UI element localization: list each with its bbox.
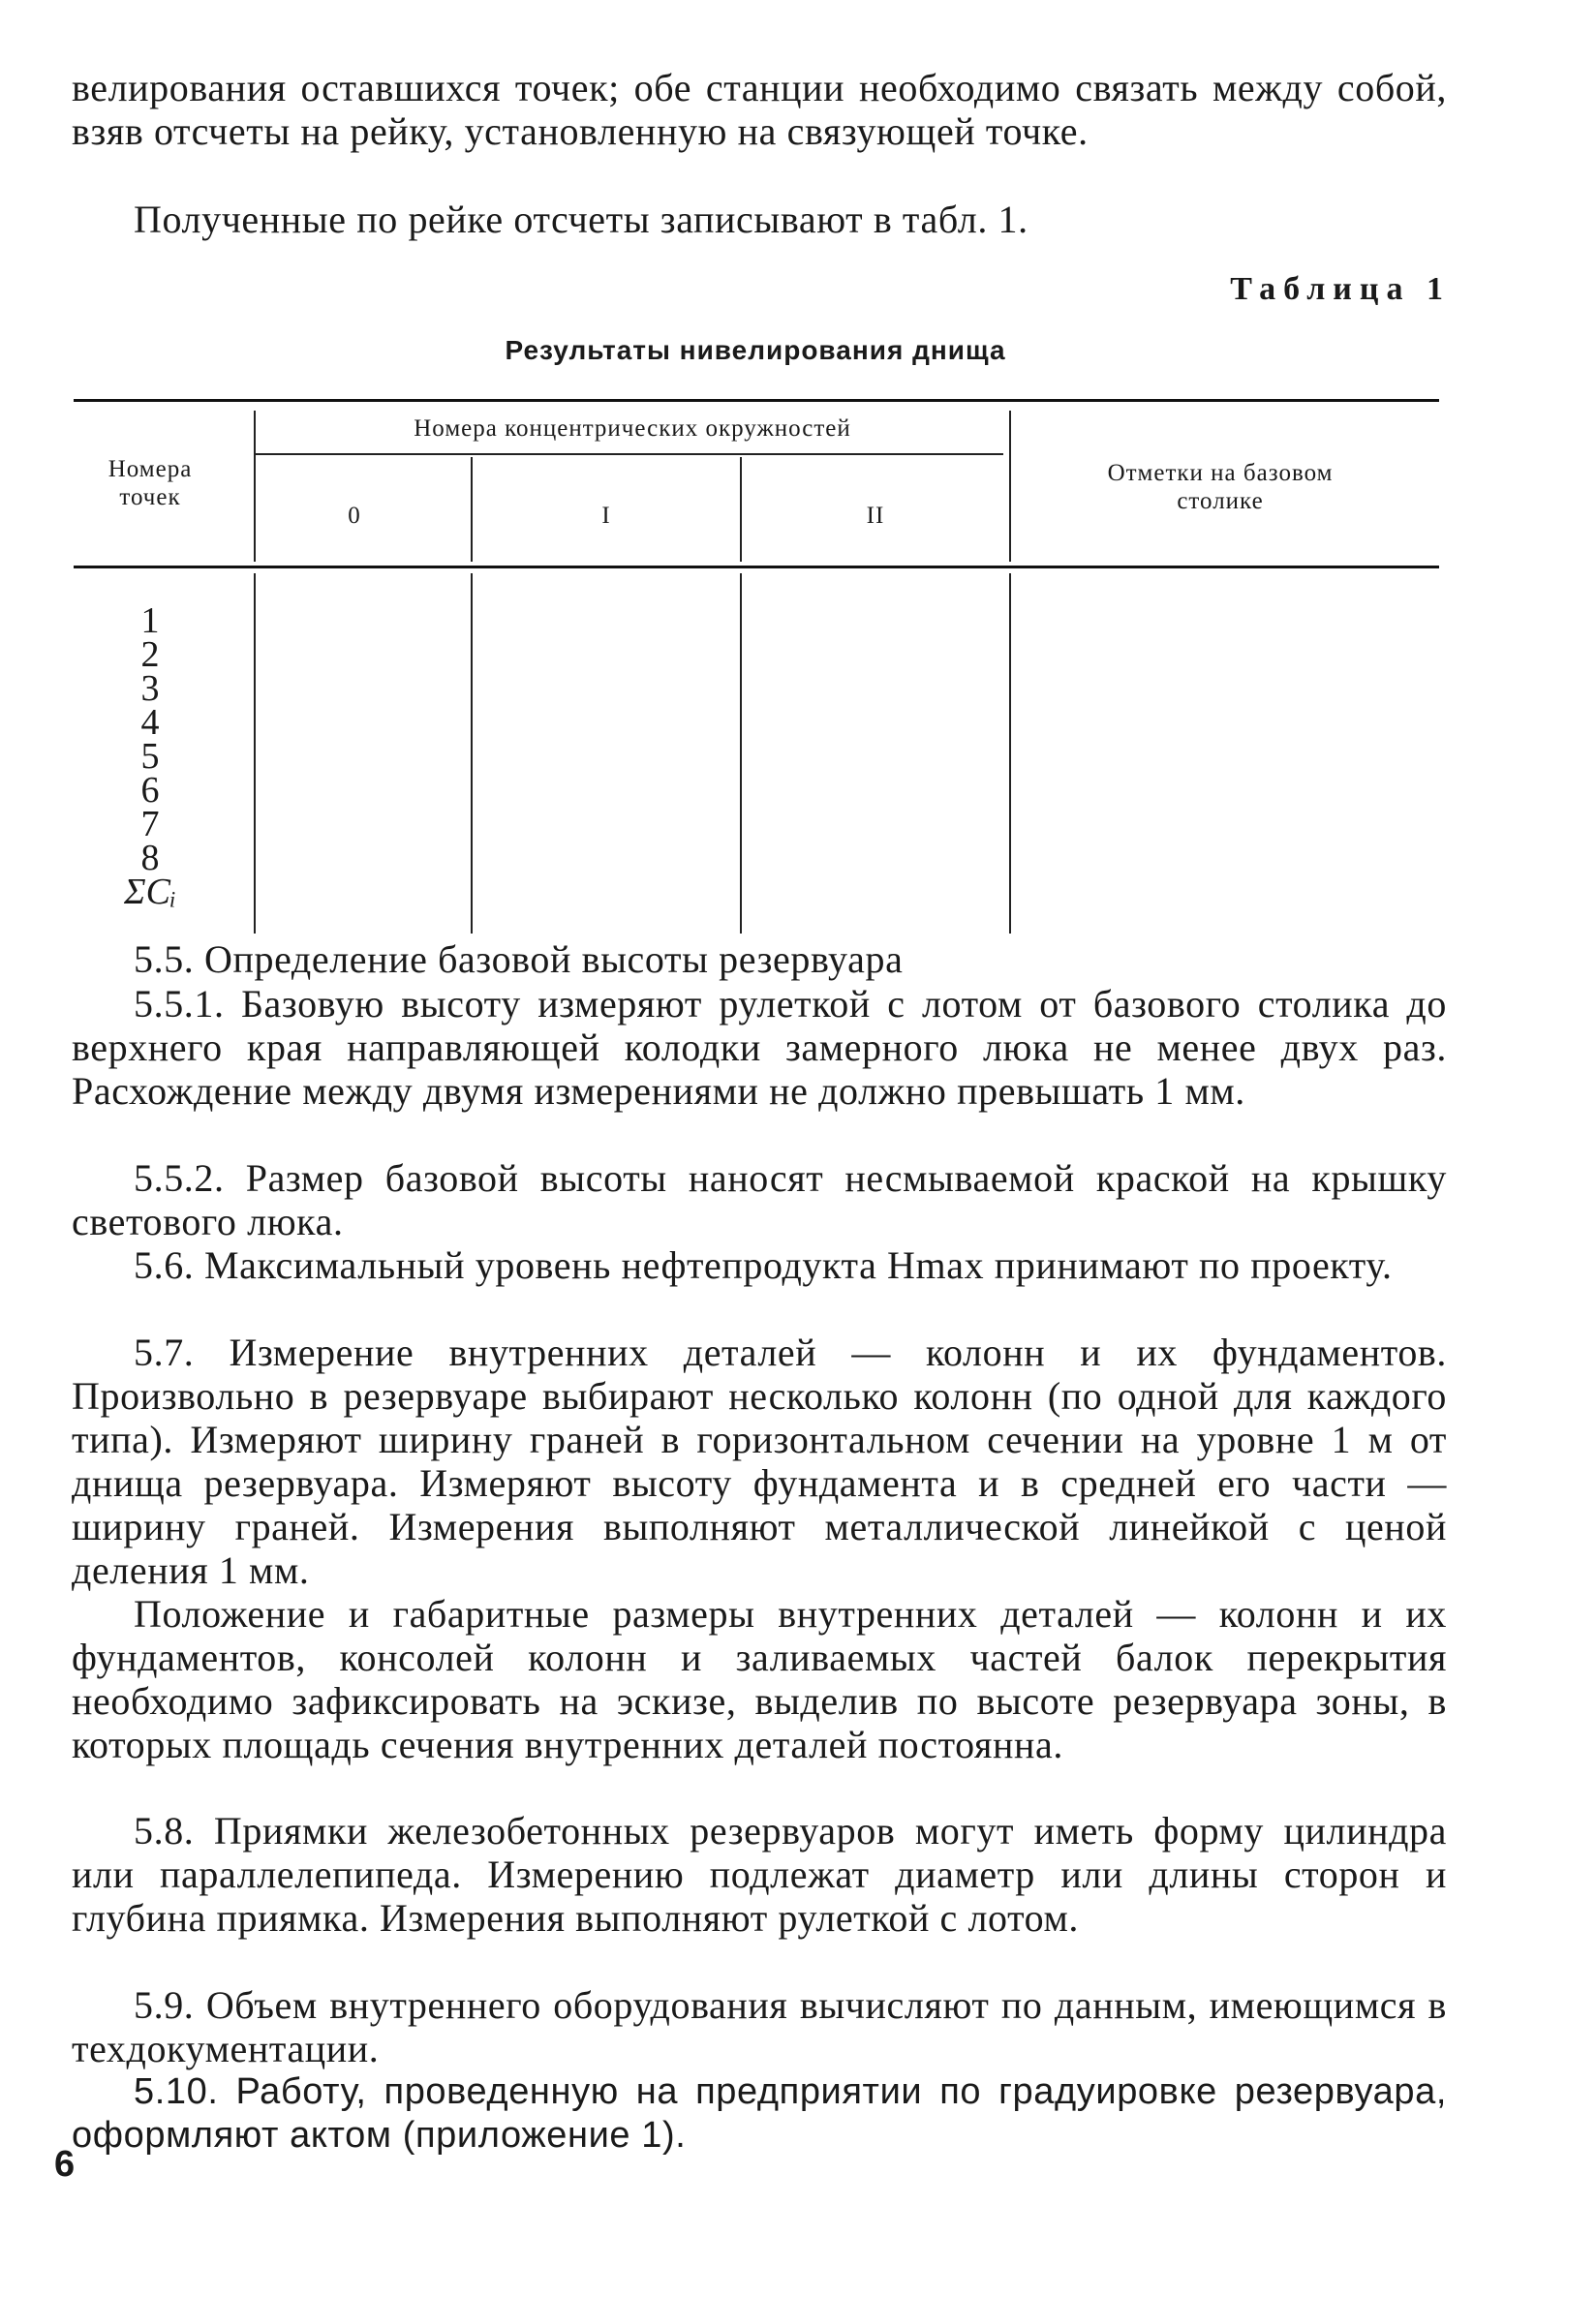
table-row-label: 2 [140,634,160,675]
section-5-7-position: Положение и габаритные размеры внутренних деталей — колонн и их фундаментов, консолей колонн и заливаемых частей балок перекрытия необходимо зафиксировать на эскизе, выделив по высоте резервуара зоны, в которых площадь сечения внутренних деталей постоянна. [72,1592,1447,1766]
table-subheader-rule [254,453,1003,455]
table-row-label: 3 [140,668,160,709]
table-row-label: 7 [140,804,160,844]
table-vline-body-1 [254,573,256,934]
header-base-marks: Отметки на базовом столике [1107,460,1334,514]
table-vline-header-3 [740,457,742,562]
table-title: Результаты нивелирования днища [505,335,1006,365]
section-5-7: 5.7. Измерение внутренних деталей — колонн и их фундаментов. Произвольно в резервуаре выбирают несколько колонн (по одной для каждого типа). Измеряют ширину граней в горизонтальном сечении на уровне 1 м от днища резервуара. Измеряют высоту фундамента и в средней его части — ширину граней. Измерения выполняют металлической линейкой с ценой деления 1 мм. [72,1331,1447,1592]
table-vline-header-1 [254,411,256,562]
table-vline-body-4 [1009,573,1011,934]
section-5-9: 5.9. Объем внутреннего оборудования вычисляют по данным, имеющимся в техдокументации. [72,1983,1447,2070]
table-vline-header-4 [1009,411,1011,562]
leveling-results-table [0,0,1596,968]
table-row-label: 6 [140,770,160,811]
table-row-label: 4 [140,702,160,743]
header-circle-i: I [601,503,611,529]
table-header-bottom-rule [74,566,1439,568]
section-5-10: 5.10. Работу, проведенную на предприятии по градуировке резервуара, оформляют актом (приложение 1). [72,2071,1447,2156]
header-concentric-circles: Номера концентрических окружностей [414,415,851,442]
section-5-5-2: 5.5.2. Размер базовой высоты наносят несмываемой краской на крышку светового люка. [72,1156,1447,1243]
table-top-rule [74,399,1439,402]
header-point-numbers: Номера точек [107,456,193,510]
page-number: 6 [54,2144,76,2185]
paragraph-intro: велирования оставшихся точек; обе станции необходимо связать между собой, взяв отсчеты на рейку, установленную на связующей точке. [72,66,1447,153]
section-5-8: 5.8. Приямки железобетонных резервуаров могут иметь форму цилиндра или параллелепипеда. Измерению подлежат диаметр или длины сторон и глубина приямка. Измерения выполняют рулеткой с лотом. [72,1809,1447,1940]
header-circle-0: 0 [348,503,361,529]
table-row-label: 5 [140,736,160,777]
table-row-label: 1 [140,600,160,641]
table-row-label: 8 [140,838,160,878]
table-label: Таблица 1 [1230,271,1451,307]
table-vline-header-2 [471,457,473,562]
section-5-5-1: 5.5.1. Базовую высоту измеряют рулеткой с лотом от базового столика до верхнего края направляющей колодки замерного люка не менее двух раз. Расхождение между двумя измерениями не должно превышать 1 мм. [72,982,1447,1113]
table-vline-body-3 [740,573,742,934]
section-5-6: 5.6. Максимальный уровень нефтепродукта Hmax принимают по проекту. [134,1243,1393,1287]
section-5-5-heading: 5.5. Определение базовой высоты резервуара [134,937,904,981]
table-row-sum-label: ΣCᵢ [124,872,176,912]
table-vline-body-2 [471,573,473,934]
header-circle-ii: II [866,503,885,529]
paragraph-table-ref: Полученные по рейке отсчеты записывают в табл. 1. [134,198,1028,241]
